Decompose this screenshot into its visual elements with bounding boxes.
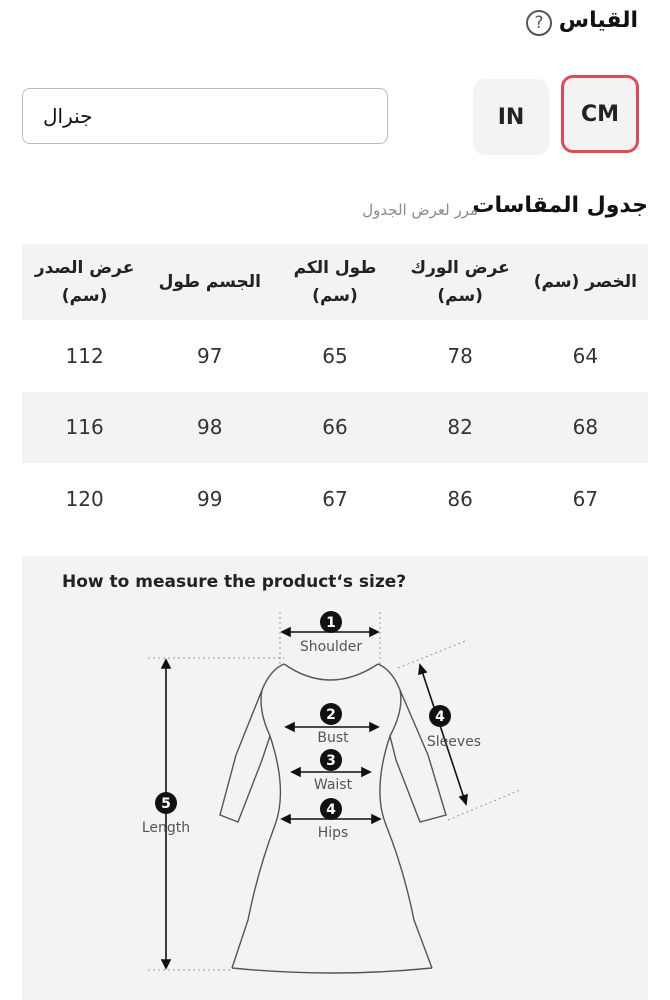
table-cell: 68 xyxy=(572,415,599,440)
bust-label: Bust xyxy=(317,730,349,746)
table-cell: 116 xyxy=(65,415,104,440)
table-cell: 112 xyxy=(65,343,104,368)
table-cell: 98 xyxy=(197,415,223,440)
badge-number: 4 xyxy=(326,802,336,818)
column-header: الجسم طول xyxy=(158,272,261,292)
unit-cm-button[interactable]: CM xyxy=(561,75,639,153)
column-header: عرض الصدر (سم) xyxy=(34,258,135,306)
column-header: عرض الورك (سم) xyxy=(410,258,510,306)
size-chart-title: جدول المقاسات xyxy=(472,193,648,218)
table-cell: 78 xyxy=(447,343,473,368)
sleeves-label: Sleeves xyxy=(426,734,482,750)
table-cell: 64 xyxy=(572,343,599,368)
length-label: Length xyxy=(141,820,191,836)
table-cell: 66 xyxy=(322,415,348,440)
table-cell: 86 xyxy=(447,486,473,511)
badge-number: 5 xyxy=(161,796,171,812)
badge-number: 4 xyxy=(435,709,445,725)
table-cell: 97 xyxy=(197,343,223,368)
table-cell: 67 xyxy=(322,486,348,511)
column-header: طول الكم (سم) xyxy=(293,258,377,306)
column-header: الخصر (سم) xyxy=(533,272,638,292)
badge-number: 2 xyxy=(326,707,336,723)
size-select-value: جنرال xyxy=(43,104,93,128)
size-section-title: القياس xyxy=(558,8,638,33)
hips-label: Hips xyxy=(317,825,349,841)
table-cell: 82 xyxy=(447,415,473,440)
badge-number: 3 xyxy=(326,753,336,769)
measure-guide-title: How to measure the product‘s size? xyxy=(62,572,407,592)
question-circle-icon[interactable]: ? xyxy=(526,10,552,36)
table-cell: 67 xyxy=(572,486,599,511)
scroll-hint: مرر لعرض الجدول xyxy=(362,201,478,219)
unit-in-button[interactable]: IN xyxy=(473,79,549,155)
shoulder-label: Shoulder xyxy=(299,639,363,655)
table-cell: 120 xyxy=(65,486,104,511)
table-cell: 99 xyxy=(197,486,223,511)
badge-number: 1 xyxy=(326,615,336,631)
waist-label: Waist xyxy=(313,777,353,793)
table-cell: 65 xyxy=(322,343,348,368)
